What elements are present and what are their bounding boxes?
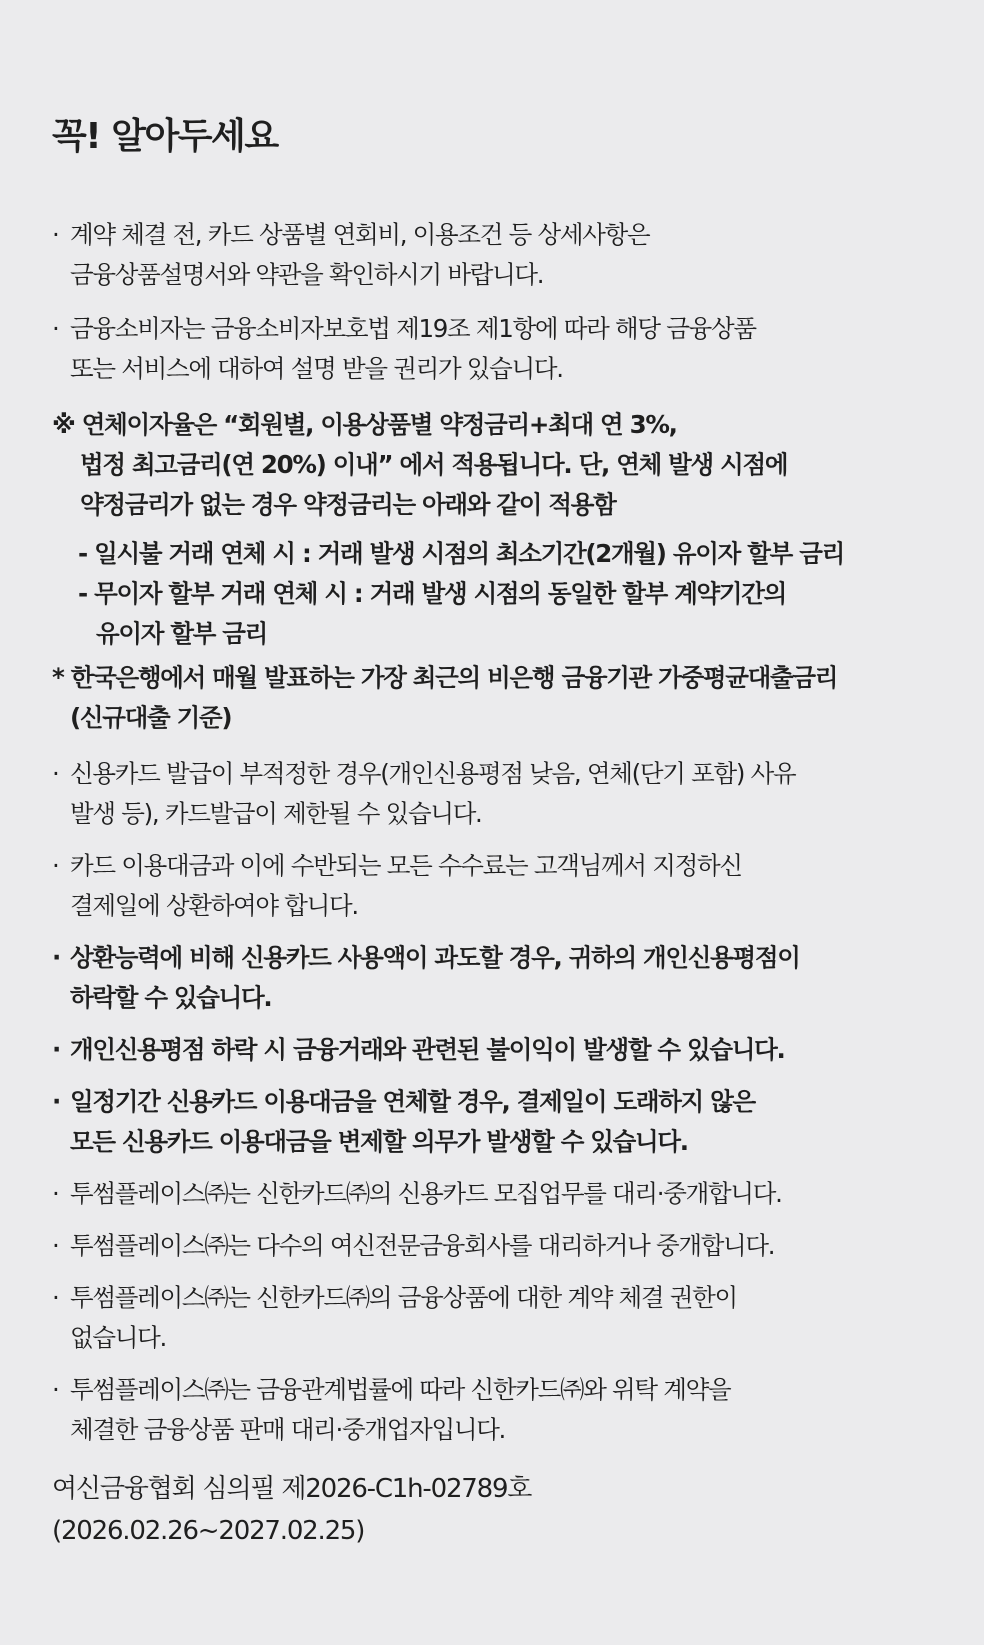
notice-line: 신용카드 발급이 부적정한 경우(개인신용평점 낮음, 연체(단기 포함) 사유: [70, 759, 796, 788]
notice-line: 투썸플레이스㈜는 금융관계법률에 따라 신한카드㈜와 위탁 계약을: [70, 1375, 731, 1404]
notice-line: 개인신용평점 하락 시 금융거래와 관련된 불이익이 발생할 수 있습니다.: [70, 1035, 785, 1064]
note-line: 법정 최고금리(연 20%) 이내” 에서 적용됩니다. 단, 연체 발생 시점에: [80, 450, 788, 479]
notice-line: 일정기간 신용카드 이용대금을 연체할 경우, 결제일이 도래하지 않은: [70, 1087, 755, 1116]
bullet-dot-icon: ·: [52, 759, 59, 788]
notice-line: 카드 이용대금과 이에 수반되는 모든 수수료는 고객님께서 지정하신: [70, 851, 742, 880]
note-line: (신규대출 기준): [70, 703, 232, 732]
bullet-dot-icon: ·: [52, 851, 59, 880]
notice-line: 금융소비자는 금융소비자보호법 제19조 제1항에 따라 해당 금융상품: [70, 314, 756, 343]
late-interest-note: [52, 405, 984, 525]
bullet-dot-icon: ·: [52, 314, 59, 343]
note-line: * 한국은행에서 매월 발표하는 가장 최근의 비은행 금융기관 가중평균대출금리: [52, 663, 838, 692]
list-item: [52, 754, 984, 834]
notice-line: 하락할 수 있습니다.: [70, 983, 272, 1012]
note-line: ※ 연체이자율은 “회원별, 이용상품별 약정금리+최대 연 3%,: [52, 410, 677, 439]
review-period: (2026.02.26~2027.02.25): [52, 1516, 365, 1546]
bullet-dot-icon: ·: [52, 1087, 61, 1116]
list-item: [52, 215, 984, 295]
notice-line: 발생 등), 카드발급이 제한될 수 있습니다.: [70, 799, 482, 828]
notice-line: 상환능력에 비해 신용카드 사용액이 과도할 경우, 귀하의 개인신용평점이: [70, 943, 800, 972]
list-item: [52, 309, 984, 389]
list-item: [52, 1278, 984, 1358]
list-item: [52, 938, 984, 1018]
page-title: 꼭! 알아두세요: [52, 116, 278, 157]
late-interest-sub-note: [52, 534, 984, 654]
note-line: - 무이자 할부 거래 연체 시 : 거래 발생 시점의 동일한 할부 계약기간의: [78, 579, 787, 608]
notice-line: 계약 체결 전, 카드 상품별 연회비, 이용조건 등 상세사항은: [70, 220, 650, 249]
notice-line: 투썸플레이스㈜는 신한카드㈜의 금융상품에 대한 계약 체결 권한이: [70, 1283, 737, 1312]
notice-line: 체결한 금융상품 판매 대리·중개업자입니다.: [70, 1415, 506, 1444]
bullet-dot-icon: ·: [52, 1375, 59, 1404]
note-line: 유이자 할부 금리: [96, 619, 268, 648]
asterisk-note: [52, 658, 984, 738]
note-line: 약정금리가 없는 경우 약정금리는 아래와 같이 적용함: [80, 490, 616, 519]
bullet-dot-icon: ·: [52, 220, 59, 249]
notice-line: 결제일에 상환하여야 합니다.: [70, 891, 358, 920]
review-number: 여신금융협회 심의필 제2026-C1h-02789호: [52, 1474, 532, 1504]
notice-line: 금융상품설명서와 약관을 확인하시기 바랍니다.: [70, 260, 544, 289]
notice-line: 또는 서비스에 대하여 설명 받을 권리가 있습니다.: [70, 354, 563, 383]
review-approval: [52, 1468, 984, 1552]
notice-line: 모든 신용카드 이용대금을 변제할 의무가 발생할 수 있습니다.: [70, 1127, 688, 1156]
notice-line: 없습니다.: [70, 1323, 166, 1352]
bullet-dot-icon: ·: [52, 1283, 59, 1312]
notice-line: 투썸플레이스㈜는 신한카드㈜의 신용카드 모집업무를 대리·중개합니다.: [70, 1179, 782, 1208]
list-item: [52, 1174, 984, 1214]
list-item: [52, 1030, 984, 1070]
bullet-dot-icon: ·: [52, 1231, 59, 1260]
notice-list: [52, 215, 984, 389]
bullet-dot-icon: ·: [52, 1035, 61, 1064]
list-item: [52, 1370, 984, 1450]
list-item: [52, 846, 984, 926]
notice-line: 투썸플레이스㈜는 다수의 여신전문금융회사를 대리하거나 중개합니다.: [70, 1231, 775, 1260]
list-item: [52, 1082, 984, 1162]
bullet-dot-icon: ·: [52, 1179, 59, 1208]
list-item: [52, 1226, 984, 1266]
note-line: - 일시불 거래 연체 시 : 거래 발생 시점의 최소기간(2개월) 유이자 할부 금리: [78, 539, 844, 568]
bullet-dot-icon: ·: [52, 943, 61, 972]
notice-list-2: [52, 754, 984, 1450]
